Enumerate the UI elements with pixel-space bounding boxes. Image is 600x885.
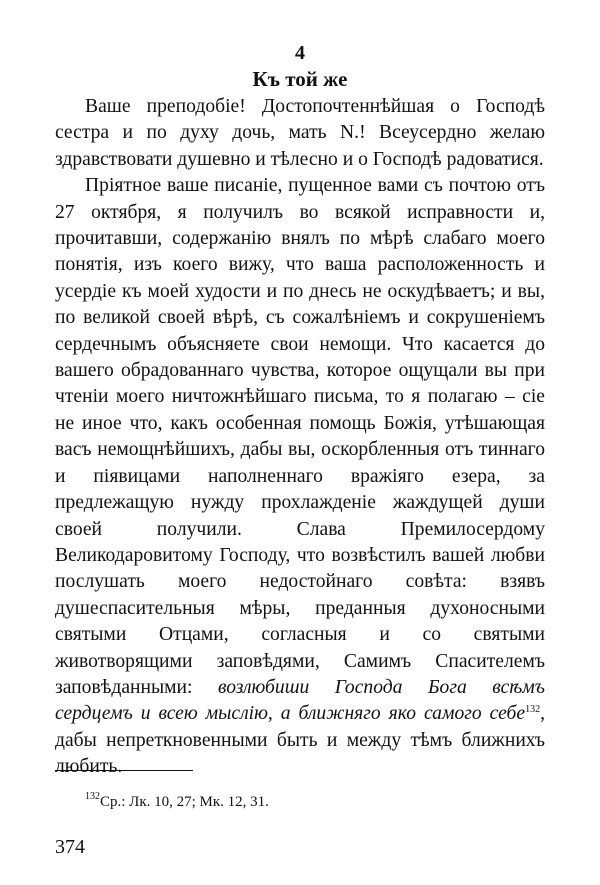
letter-body xyxy=(55,94,545,781)
footnote xyxy=(85,792,269,812)
scripture-quote: возлюбиши Господа Бога всѣмъ сердцемъ и всею мыслію, а ближняго яко самого себе xyxy=(55,676,545,725)
footnote-divider xyxy=(55,770,193,771)
chapter-title: Къ той же xyxy=(252,67,348,91)
footnote-text: Ср.: Лк. 10, 27; Мк. 12, 31. xyxy=(100,794,269,810)
page-number: 374 xyxy=(55,836,85,858)
main-paragraph-text: Пріятное ваше писаніе, пущенное вами съ почтою отъ 27 октября, я получилъ во всякой исправности и, прочитавши, содержанію внялъ по мѣрѣ слабаго моего понятія, изъ коего вижу, что ваша расположенность и усердіе къ моей худости и по днесь не оскудѣваетъ; и вы, по великой своей вѣрѣ, съ сожалѣніемъ и сокрушеніемъ сердечнымъ объясняете свои немощи. Что касается до вашего обрадованнаго чувства, которое ощущали вы при чтеніи моего ничтожнѣйшаго письма, то я полагаю – сіе не иное что, какъ особенная помощь Божія, утѣшающая васъ немощнѣйшихъ, дабы вы, оскорбленныя отъ тиннаго и піявицами наполненнаго вражіяго езера, за предлежащую нужду прохлажденіе жаждущей души своей получили. Слава Премилосердому Великодаровитому Господу, что возвѣстилъ вашей любви послушать моего недостойнаго совѣта: взявъ душеспасительныя мѣры, преданныя духоносными святыми Отцами, согласныя и со святыми животворящими заповѣдями, Самимъ Спасителемъ заповѣданными: xyxy=(55,175,545,698)
main-paragraph-end: , дабы непреткновенными быть и между тѣмъ ближнихъ любить. xyxy=(55,703,545,778)
footnote-reference[interactable]: 132 xyxy=(525,704,541,716)
main-paragraph xyxy=(55,173,545,780)
chapter-number: 4 xyxy=(295,42,305,64)
footnote-marker: 132 xyxy=(85,791,100,802)
greeting-paragraph: Ваше преподобіе! Достопочтеннѣйшая о Господѣ сестра и по духу дочь, мать N.! Всеусердно желаю здравствовати душевно и тѣлесно и о Господѣ радоватися. xyxy=(55,96,545,170)
